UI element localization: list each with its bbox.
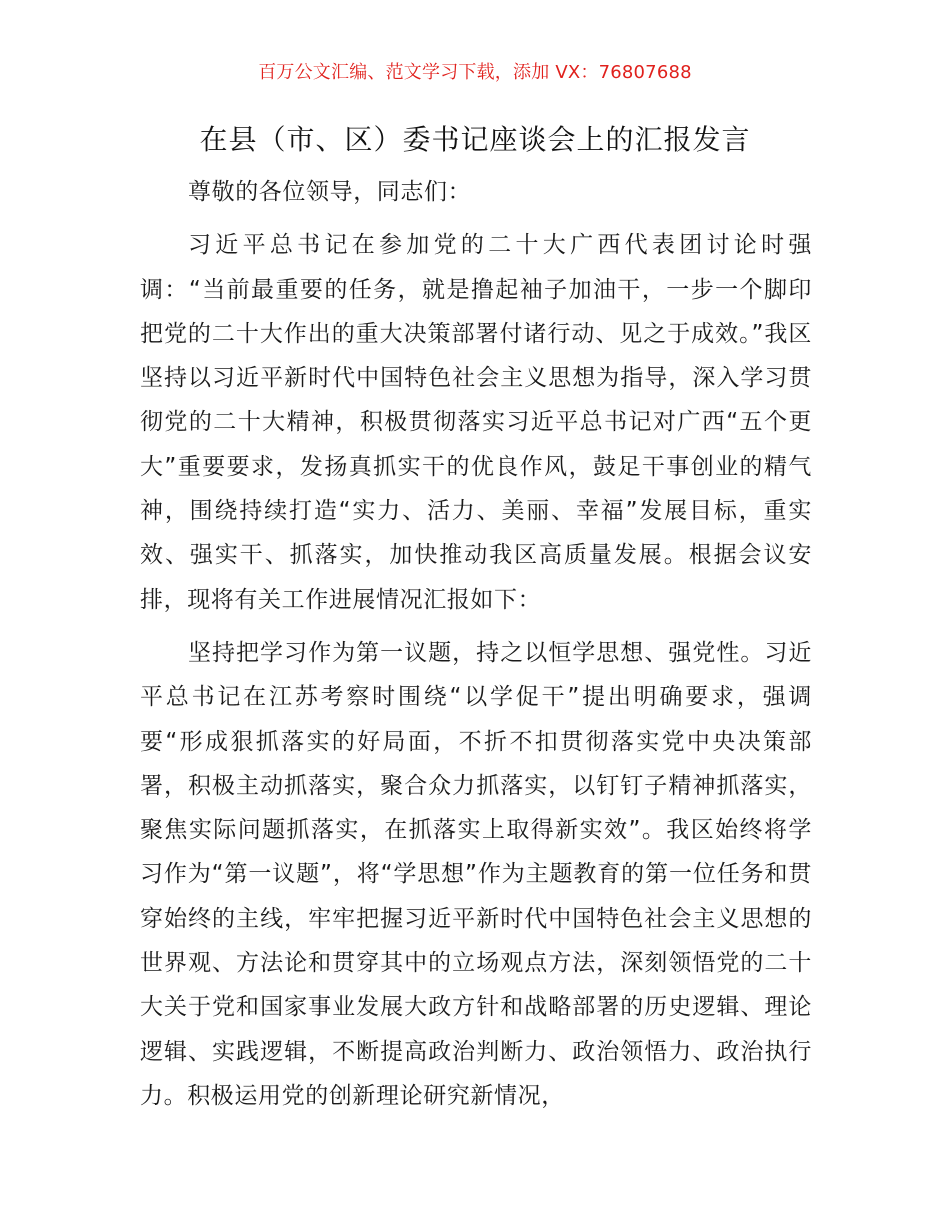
paragraph-1: 习近平总书记在参加党的二十大广西代表团讨论时强调：“当前最重要的任务，就是撸起袖子加油干，一步一个脚印把党的二十大作出的重大决策部署付诸行动、见之于成效。”我区坚持以习近平新时代中国特色社会主义思想为指导，深入学习贯彻党的二十大精神，积极贯彻落实习近平总书记对广西“五个更大”重要要求，发扬真抓实干的优良作风，鼓足干事创业的精气神，围绕持续打造“实力、活力、美丽、幸福”发展目标，重实效、强实干、抓落实，加快推动我区高质量发展。根据会议安排，现将有关工作进展情况汇报如下： [140,232,812,613]
header-watermark-note: 百万公文汇编、范文学习下载，添加 VX：76807688 [258,62,692,83]
document-title: 在县（市、区）委书记座谈会上的汇报发言 [199,123,751,156]
document-body [140,170,812,1127]
salutation: 尊敬的各位领导，同志们： [188,179,472,205]
paragraph-2: 坚持把学习作为第一议题，持之以恒学思想、强党性。习近平总书记在江苏考察时围绕“以学促干”提出明确要求，强调要“形成狠抓落实的好局面，不折不扣贯彻落实党中央决策部署，积极主动抓落实，聚合众力抓落实，以钉钉子精神抓落实，聚焦实际问题抓落实，在抓落实上取得新实效”。我区始终将学习作为“第一议题”，将“学思想”作为主题教育的第一位任务和贯穿始终的主线，牢牢把握习近平新时代中国特色社会主义思想的世界观、方法论和贯穿其中的立场观点方法，深刻领悟党的二十大关于党和国家事业发展大政方针和战略部署的历史逻辑、理论逻辑、实践逻辑，不断提高政治判断力、政治领悟力、政治执行力。积极运用党的创新理论研究新情况， [140,639,812,1109]
